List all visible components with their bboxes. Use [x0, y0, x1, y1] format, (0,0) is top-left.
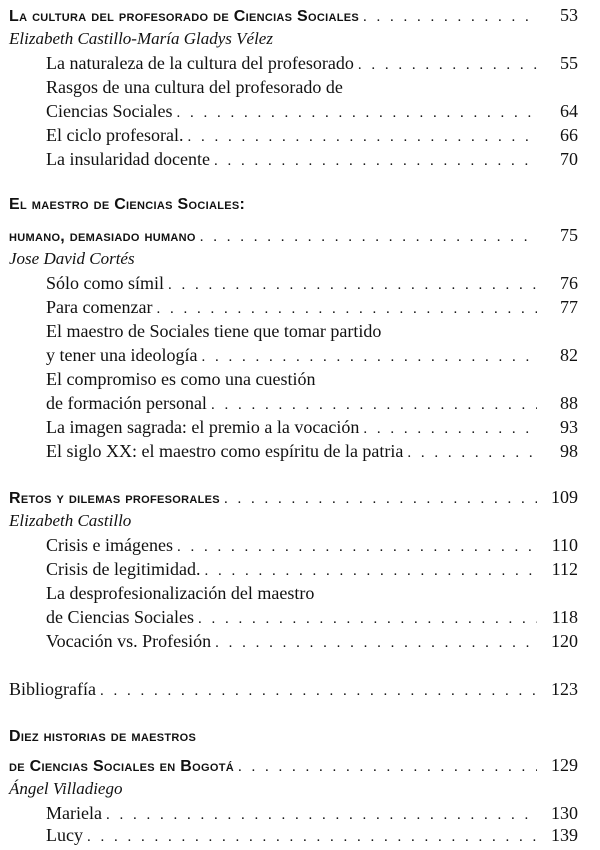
toc-entry[interactable] — [0, 50, 600, 76]
toc-entry[interactable] — [0, 604, 600, 630]
toc-entry[interactable] — [0, 342, 600, 368]
dot-leader — [87, 824, 537, 850]
toc-bibliography[interactable] — [0, 676, 600, 702]
toc-section-heading[interactable] — [0, 222, 600, 248]
toc-author — [0, 246, 600, 272]
toc-author — [0, 26, 600, 52]
page-number: 76 — [560, 273, 578, 293]
dot-leader — [100, 678, 537, 704]
toc-section-heading[interactable] — [0, 2, 600, 28]
page-number: 123 — [551, 679, 578, 699]
entry-title: El siglo XX: el maestro como espíritu de la patria — [46, 441, 404, 461]
toc-entry[interactable] — [0, 98, 600, 124]
toc-entry-line1[interactable] — [0, 74, 600, 100]
toc-entry[interactable] — [0, 532, 600, 558]
page-number: 110 — [551, 535, 578, 555]
toc-entry[interactable] — [0, 414, 600, 440]
section-title: Diez historias de maestros — [9, 728, 197, 745]
entry-title: El ciclo profesoral. — [46, 125, 184, 145]
entry-title: La imagen sagrada: el premio a la vocación — [46, 417, 360, 437]
dot-leader — [214, 148, 537, 174]
page-number: 77 — [560, 297, 578, 317]
entry-title: Para comenzar — [46, 297, 153, 317]
dot-leader — [407, 440, 537, 466]
toc-entry[interactable] — [0, 556, 600, 582]
page-number: 112 — [551, 559, 578, 579]
page-number: 109 — [551, 487, 578, 507]
page-number: 66 — [560, 125, 578, 145]
entry-title: Rasgos de una cultura del profesorado de — [46, 77, 343, 97]
page-number: 93 — [560, 417, 578, 437]
toc-entry[interactable] — [0, 270, 600, 296]
entry-title: Ciencias Sociales — [46, 101, 173, 121]
author-name: Ángel Villadiego — [9, 779, 123, 798]
entry-title: El maestro de Sociales tiene que tomar partido — [46, 321, 382, 341]
entry-title: La naturaleza de la cultura del profesorado — [46, 53, 354, 73]
entry-title: Crisis e imágenes — [46, 535, 173, 555]
section-title: humano, demasiado humano — [9, 228, 196, 245]
entry-title: Mariela — [46, 803, 102, 823]
section-title: Retos y dilemas profesorales — [9, 490, 220, 507]
page-number: 82 — [560, 345, 578, 365]
page-number: 70 — [560, 149, 578, 169]
toc-author — [0, 508, 600, 534]
page-number: 120 — [551, 631, 578, 651]
page-number: 75 — [560, 225, 578, 245]
toc-entry[interactable] — [0, 438, 600, 464]
author-name: Elizabeth Castillo — [9, 511, 132, 530]
entry-title: Crisis de legitimidad. — [46, 559, 201, 579]
toc-entry[interactable] — [0, 146, 600, 172]
toc-entry[interactable] — [0, 628, 600, 654]
entry-title: de formación personal — [46, 393, 207, 413]
entry-title: Sólo como símil — [46, 273, 165, 293]
section-title: El maestro de Ciencias Sociales: — [9, 196, 246, 213]
toc-section-heading-line1[interactable] — [0, 192, 600, 218]
page-number: 129 — [551, 755, 578, 775]
toc-section-heading[interactable] — [0, 484, 600, 510]
page-number: 130 — [551, 803, 578, 823]
author-name: Jose David Cortés — [9, 249, 135, 268]
toc-section-heading-line1[interactable] — [0, 724, 600, 750]
dot-leader — [215, 630, 537, 656]
page-number: 55 — [560, 53, 578, 73]
toc-entry-line1[interactable] — [0, 318, 600, 344]
section-title: Bibliografía — [9, 679, 96, 699]
toc-entry[interactable] — [0, 294, 600, 320]
toc-entry[interactable] — [0, 822, 600, 848]
section-title: La cultura del profesorado de Ciencias Sociales — [9, 8, 360, 25]
section-title: de Ciencias Sociales en Bogotá — [9, 758, 234, 775]
entry-title: La insularidad docente — [46, 149, 210, 169]
toc-section-heading[interactable] — [0, 752, 600, 778]
page-number: 64 — [560, 101, 578, 121]
toc-entry[interactable] — [0, 122, 600, 148]
toc-entry-line1[interactable] — [0, 366, 600, 392]
page-number: 139 — [551, 825, 578, 845]
entry-title: El compromiso es como una cuestión — [46, 369, 316, 389]
page-number: 88 — [560, 393, 578, 413]
toc-entry[interactable] — [0, 390, 600, 416]
page-number: 98 — [560, 441, 578, 461]
entry-title: La desprofesionalización del maestro — [46, 583, 315, 603]
entry-title: Lucy — [46, 825, 83, 845]
entry-title: y tener una ideología — [46, 345, 198, 365]
entry-title: de Ciencias Sociales — [46, 607, 194, 627]
entry-title: Vocación vs. Profesión — [46, 631, 212, 651]
toc-entry-line1[interactable] — [0, 580, 600, 606]
author-name: Elizabeth Castillo-María Gladys Vélez — [9, 29, 273, 48]
toc-author — [0, 776, 600, 802]
page-number: 53 — [560, 5, 578, 25]
page-number: 118 — [551, 607, 578, 627]
